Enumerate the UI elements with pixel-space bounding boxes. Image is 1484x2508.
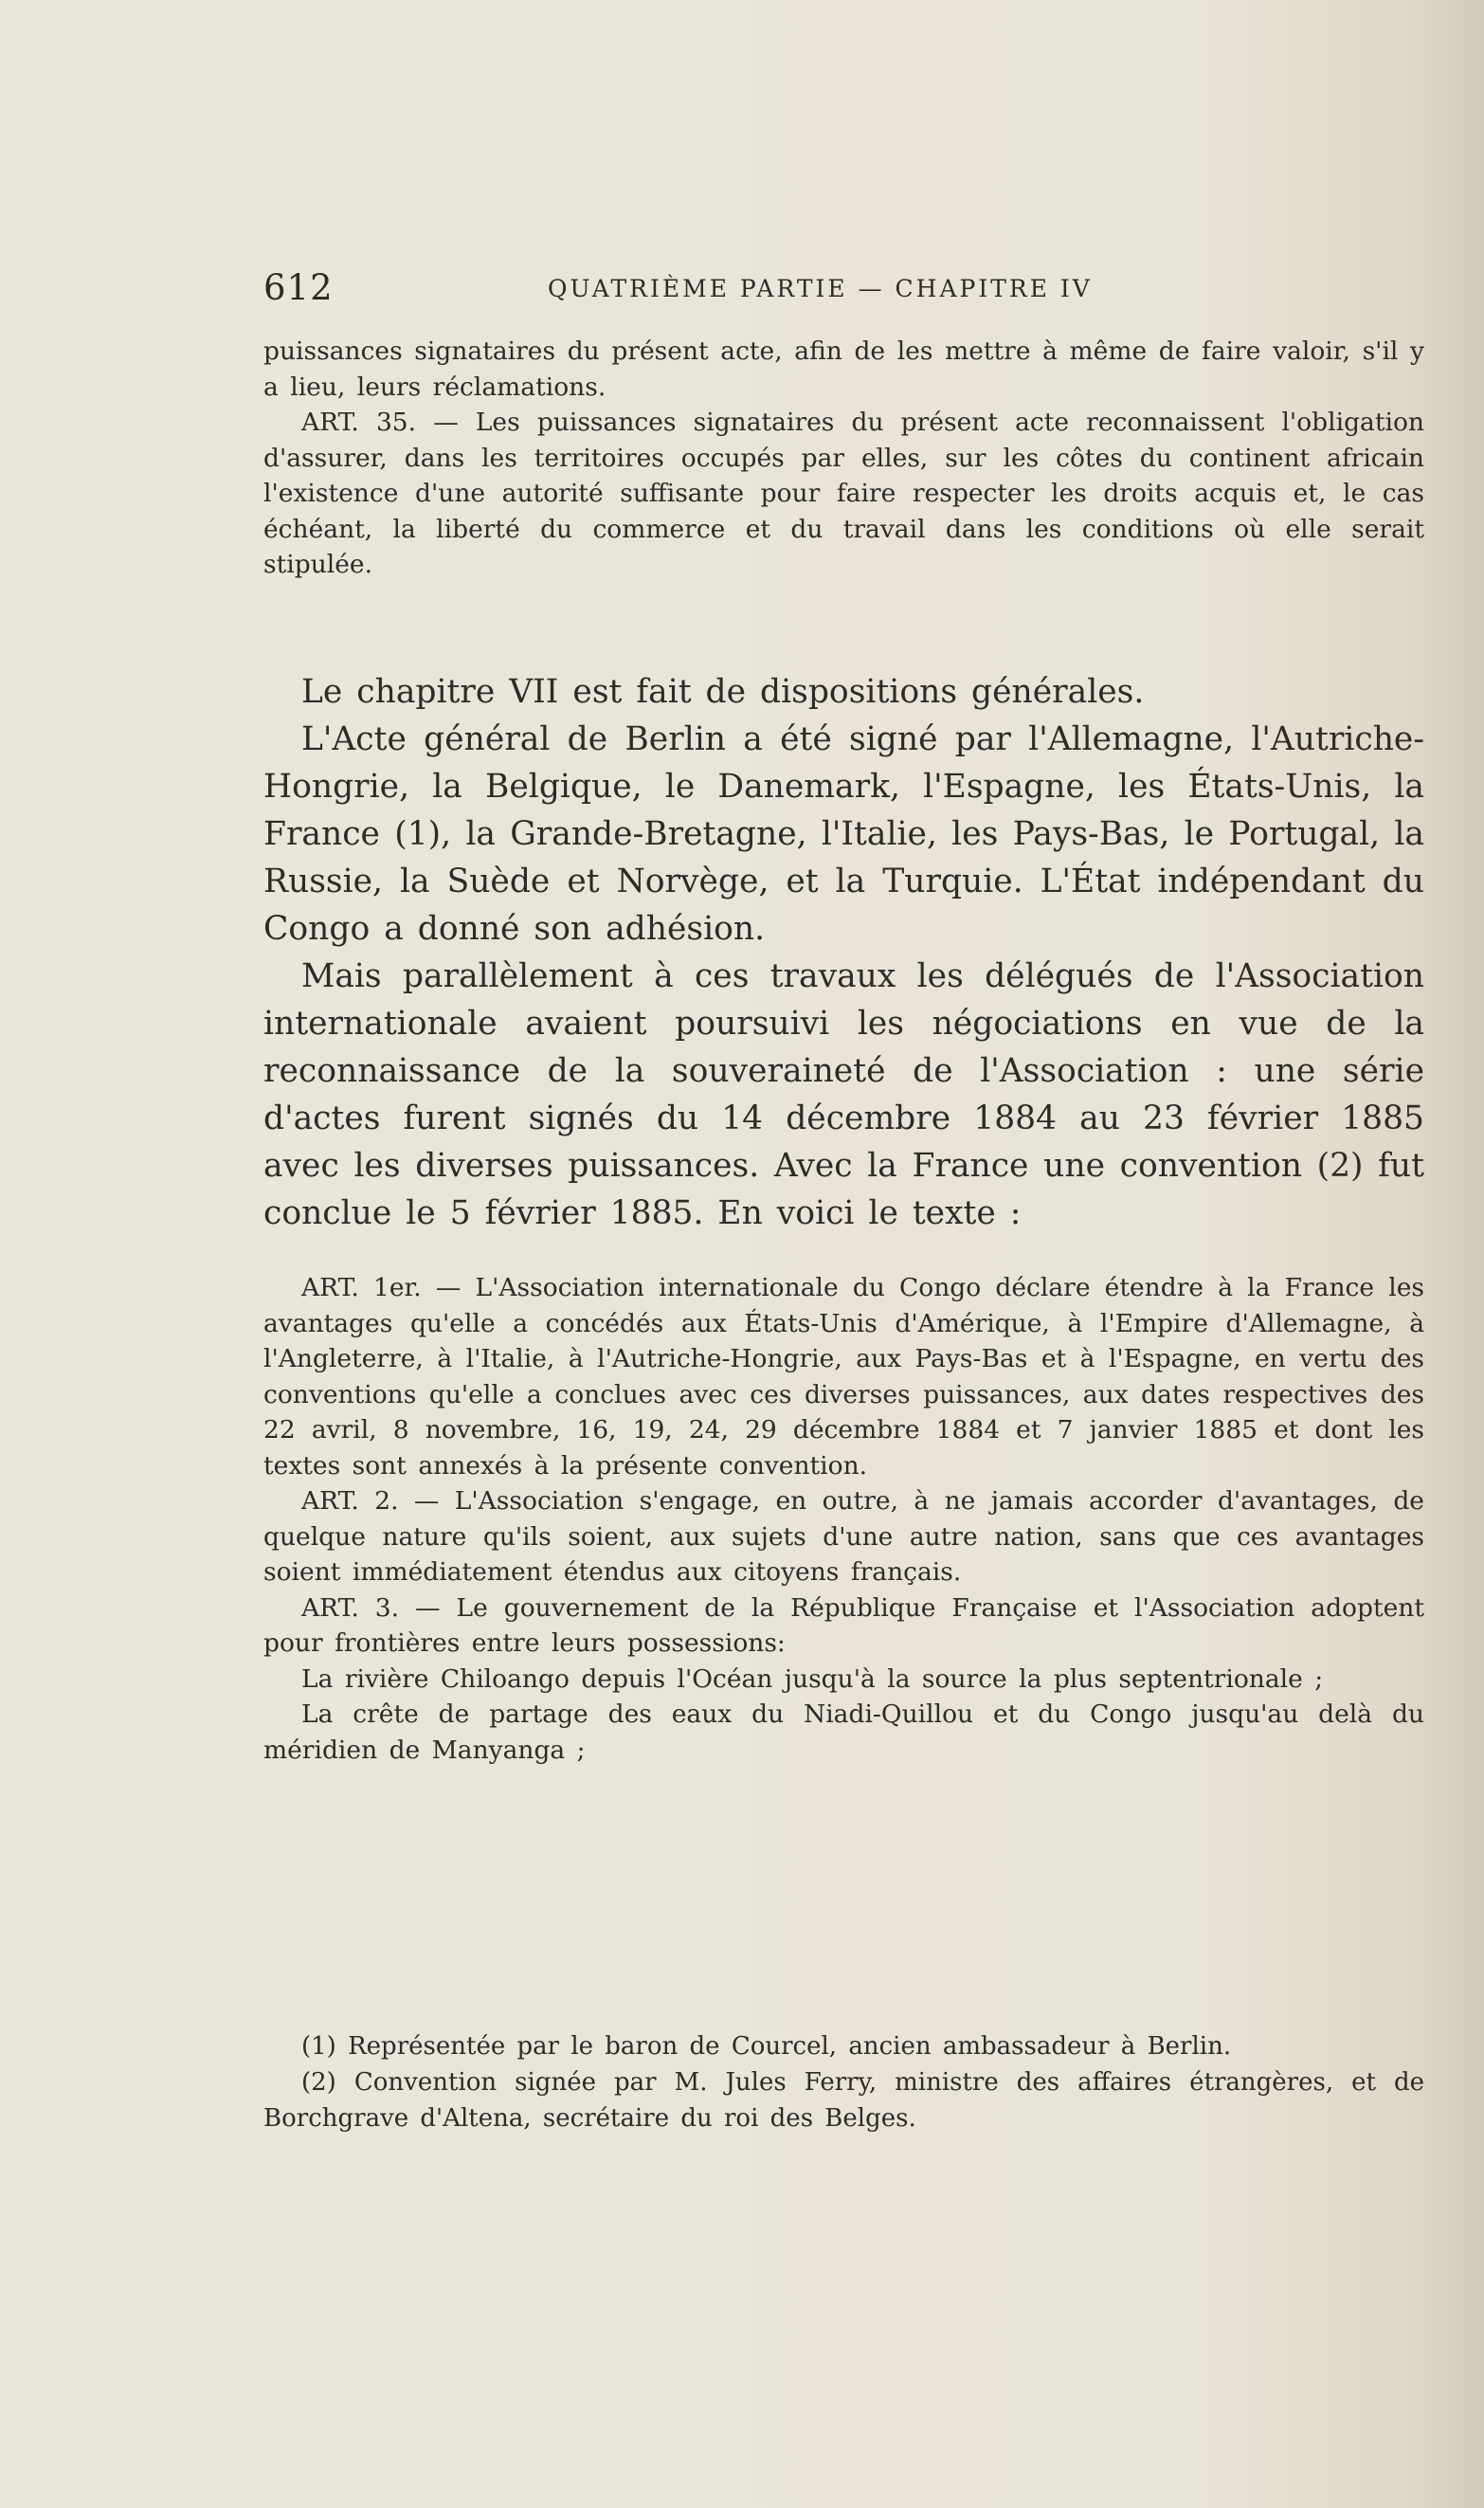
treaty-excerpt xyxy=(263,334,1424,583)
footnote-2: (2) Convention signée par M. Jules Ferry, ministre des affaires étrangères, et de Borchgrave d'Altena, secrétaire du roi des Belges. xyxy=(263,2068,1424,2133)
page-header xyxy=(263,267,1391,315)
continuation-paragraph: puissances signataires du présent acte, afin de les mettre à même de faire valoir, s'il y a lieu, leurs réclamations. xyxy=(263,336,1424,402)
convention-text xyxy=(263,1270,1424,1768)
running-title: QUATRIÈME PARTIE — CHAPITRE IV xyxy=(548,275,1093,302)
association-paragraph: Mais parallèlement à ces travaux les délégués de l'Association internationale avaient poursuivi les négociations en vue de la reconnaissance de la souveraineté de l'Association : une série d'actes furent signés du 14 décembre 1884 au 23 février 1885 avec les diverses puissances. Avec la France une convention (2) fut conclue le 5 février 1885. En voici le texte : xyxy=(263,957,1424,1232)
footnote-1: (1) Représentée par le baron de Courcel, ancien ambassadeur à Berlin. xyxy=(301,2032,1232,2061)
boundary-item-niadi-quillou: La crête de partage des eaux du Niadi-Quillou et du Congo jusqu'au delà du méridien de Manyanga ; xyxy=(263,1699,1424,1765)
convention-article-3: ART. 3. — Le gouvernement de la République Française et l'Association adoptent pour frontières entre leurs possessions: xyxy=(263,1592,1424,1658)
convention-article-2: ART. 2. — L'Association s'engage, en outre, à ne jamais accorder d'avantages, de quelque nature qu'ils soient, aux sujets d'une autre nation, sans que ces avantages soient immédiatement étendus aux citoyens français. xyxy=(263,1486,1424,1587)
page-number: 612 xyxy=(263,267,334,308)
chapter-vii-paragraph: Le chapitre VII est fait de dispositions générales. xyxy=(301,673,1145,711)
main-text xyxy=(263,668,1424,1237)
boundary-item-chiloango: La rivière Chiloango depuis l'Océan jusqu'à la source la plus septentrionale ; xyxy=(301,1663,1324,1694)
footnotes xyxy=(263,2028,1424,2136)
article-35: ART. 35. — Les puissances signataires du présent acte reconnaissent l'obligation d'assurer, dans les territoires occupés par elles, sur les côtes du continent africain l'existence d'une autorité suffisante pour faire respecter les droits acquis et, le cas échéant, la liberté du commerce et du travail dans les conditions où elle serait stipulée. xyxy=(263,408,1424,579)
signatories-paragraph: L'Acte général de Berlin a été signé par l'Allemagne, l'Autriche-Hongrie, la Belgique, le Danemark, l'Espagne, les États-Unis, la France (1), la Grande-Bretagne, l'Italie, les Pays-Bas, le Portugal, la Russie, la Suède et Norvège, et la Turquie. L'État indépendant du Congo a donné son adhésion. xyxy=(263,720,1424,948)
convention-article-1: ART. 1er. — L'Association internationale du Congo déclare étendre à la France les avantages qu'elle a concédés aux États-Unis d'Amérique, à l'Empire d'Allemagne, à l'Angleterre, à l'Italie, à l'Autriche-Hongrie, aux Pays-Bas et à l'Espagne, en vertu des conventions qu'elle a conclues avec ces diverses puissances, aux dates respectives des 22 avril, 8 novembre, 16, 19, 24, 29 décembre 1884 et 7 janvier 1885 et dont les textes sont annexés à la présente convention. xyxy=(263,1273,1424,1481)
